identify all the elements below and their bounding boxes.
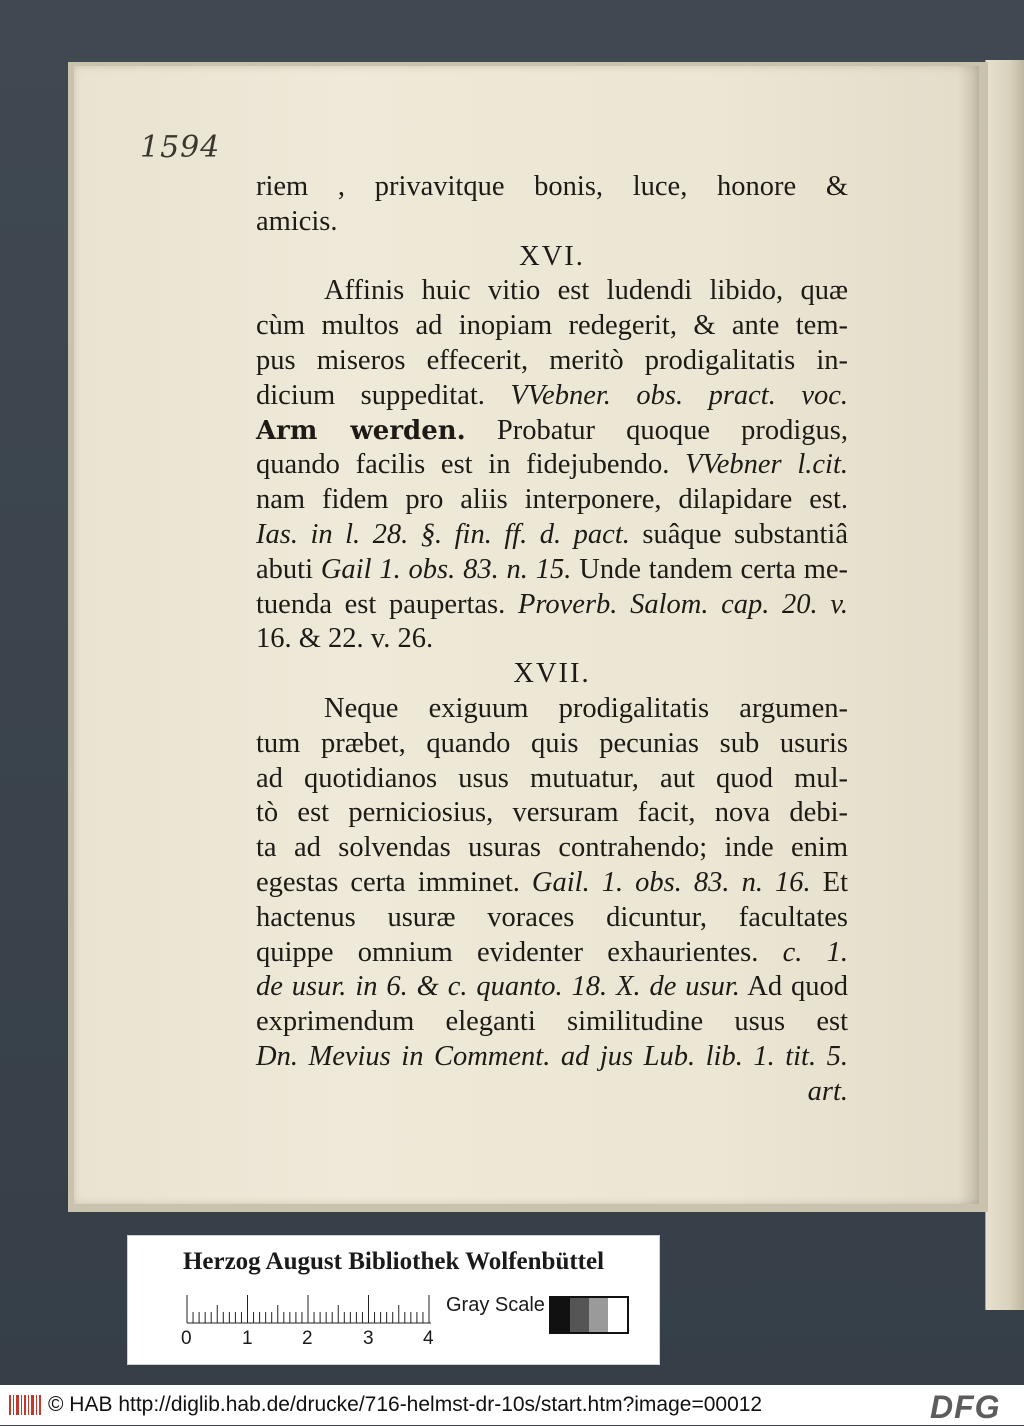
citation: Gail. 1. obs. 83. n. 16.	[531, 866, 811, 898]
library-name: Herzog August Bibliothek Wolfenbüttel	[182, 1248, 605, 1275]
citation: Gail 1. obs. 83. n. 15.	[320, 553, 572, 585]
citation: VVebner l.cit.	[685, 449, 848, 481]
text-line: Affinis huic vitio est ludendi libido, quæ	[324, 275, 848, 307]
section-heading: XVI.	[519, 240, 585, 272]
text-line: quando facilis est in fidejubendo. VVebner l.cit.	[256, 449, 848, 481]
copyright-link[interactable]: © HAB http://diglib.hab.de/drucke/716-helmst-dr-10s/start.htm?image=00012	[48, 1393, 763, 1416]
ruler-ticks	[185, 1294, 435, 1324]
catchword: art.	[807, 1075, 848, 1107]
gray-swatch	[589, 1298, 608, 1332]
blackletter-phrase: Arm werden.	[256, 415, 466, 446]
ruler-numbers	[178, 1328, 458, 1352]
citation: c. 1.	[782, 936, 848, 968]
dfg-logo: DFG	[930, 1389, 1001, 1425]
page-text-block	[256, 170, 848, 1110]
text-line: quippe omnium evidenter exhaurientes. c. 1.	[256, 936, 848, 968]
ruler-number: 0	[181, 1328, 192, 1349]
text-line: 16. & 22. v. 26.	[256, 623, 434, 655]
text-line: tum præbet, quando quis pecunias sub usuris	[256, 727, 848, 759]
barcode-icon	[8, 1394, 42, 1416]
gray-scale-swatch	[549, 1296, 629, 1334]
text-line: riem , privavitque bonis, luce, honore &	[256, 171, 848, 202]
text-line: de usur. in 6. & c. quanto. 18. X. de usur. Ad quod	[256, 971, 848, 1003]
footer-bar	[0, 1385, 1024, 1425]
text-line: cùm multos ad inopiam redegerit, & ante tem-	[256, 310, 848, 342]
text-line: nam fidem pro aliis interponere, dilapidare est.	[256, 484, 848, 516]
citation: VVebner. obs. pract. voc.	[510, 379, 848, 411]
citation: Proverb. Salom. cap. 20. v.	[517, 588, 848, 620]
text-line: Neque exiguum prodigalitatis argumen-	[324, 692, 848, 724]
text-line: tuenda est paupertas. Proverb. Salom. cap. 20. v.	[256, 588, 848, 620]
text-line: ta ad solvendas usuras contrahendo; inde enim	[256, 832, 848, 864]
text-line: hactenus usuræ voraces dicuntur, facultates	[256, 901, 848, 933]
gray-swatch	[608, 1298, 627, 1332]
adjacent-page-edge	[985, 60, 1024, 1310]
citation: de usur. in 6. & c. quanto. 18. X. de usur.	[256, 971, 740, 1003]
text-line: exprimendum eleganti similitudine usus est	[256, 1006, 848, 1038]
measurement-ruler	[185, 1294, 435, 1324]
ruler-number: 4	[423, 1328, 434, 1349]
gray-swatch	[570, 1298, 589, 1332]
handwritten-page-note: 1594	[140, 130, 221, 165]
text-line: Arm werden. Probatur quoque prodigus,	[256, 414, 849, 446]
gray-swatch	[551, 1298, 570, 1332]
text-line: Ias. in l. 28. §. fin. ff. d. pact. suâque substantiâ	[256, 518, 848, 550]
ruler-number: 1	[242, 1328, 253, 1349]
text-line: Dn. Mevius in Comment. ad jus Lub. lib. 1. tit. 5.	[256, 1040, 848, 1072]
text-line: pus miseros effecerit, meritò prodigalitatis in-	[256, 344, 848, 376]
text-line: egestas certa imminet. Gail. 1. obs. 83. n. 16. Et	[256, 866, 848, 898]
text-line: abuti Gail 1. obs. 83. n. 15. Unde tandem certa me-	[256, 553, 849, 585]
library-label-card	[127, 1235, 660, 1365]
gray-scale-label: Gray Scale	[446, 1294, 545, 1316]
text-line: dicium suppeditat. VVebner. obs. pract. voc.	[256, 379, 848, 411]
citation: Ias. in l. 28. §. fin. ff. d. pact.	[256, 518, 630, 550]
text-line: ad quotidianos usus mutuatur, aut quod mul-	[256, 762, 848, 794]
page-fold-shadow	[958, 66, 979, 1204]
section-heading: XVII.	[513, 658, 591, 690]
text-line: amicis.	[256, 205, 338, 237]
ruler-number: 2	[302, 1328, 313, 1349]
ruler-number: 3	[363, 1328, 374, 1349]
text-line: tò est perniciosius, versuram facit, nova debi-	[256, 797, 848, 829]
